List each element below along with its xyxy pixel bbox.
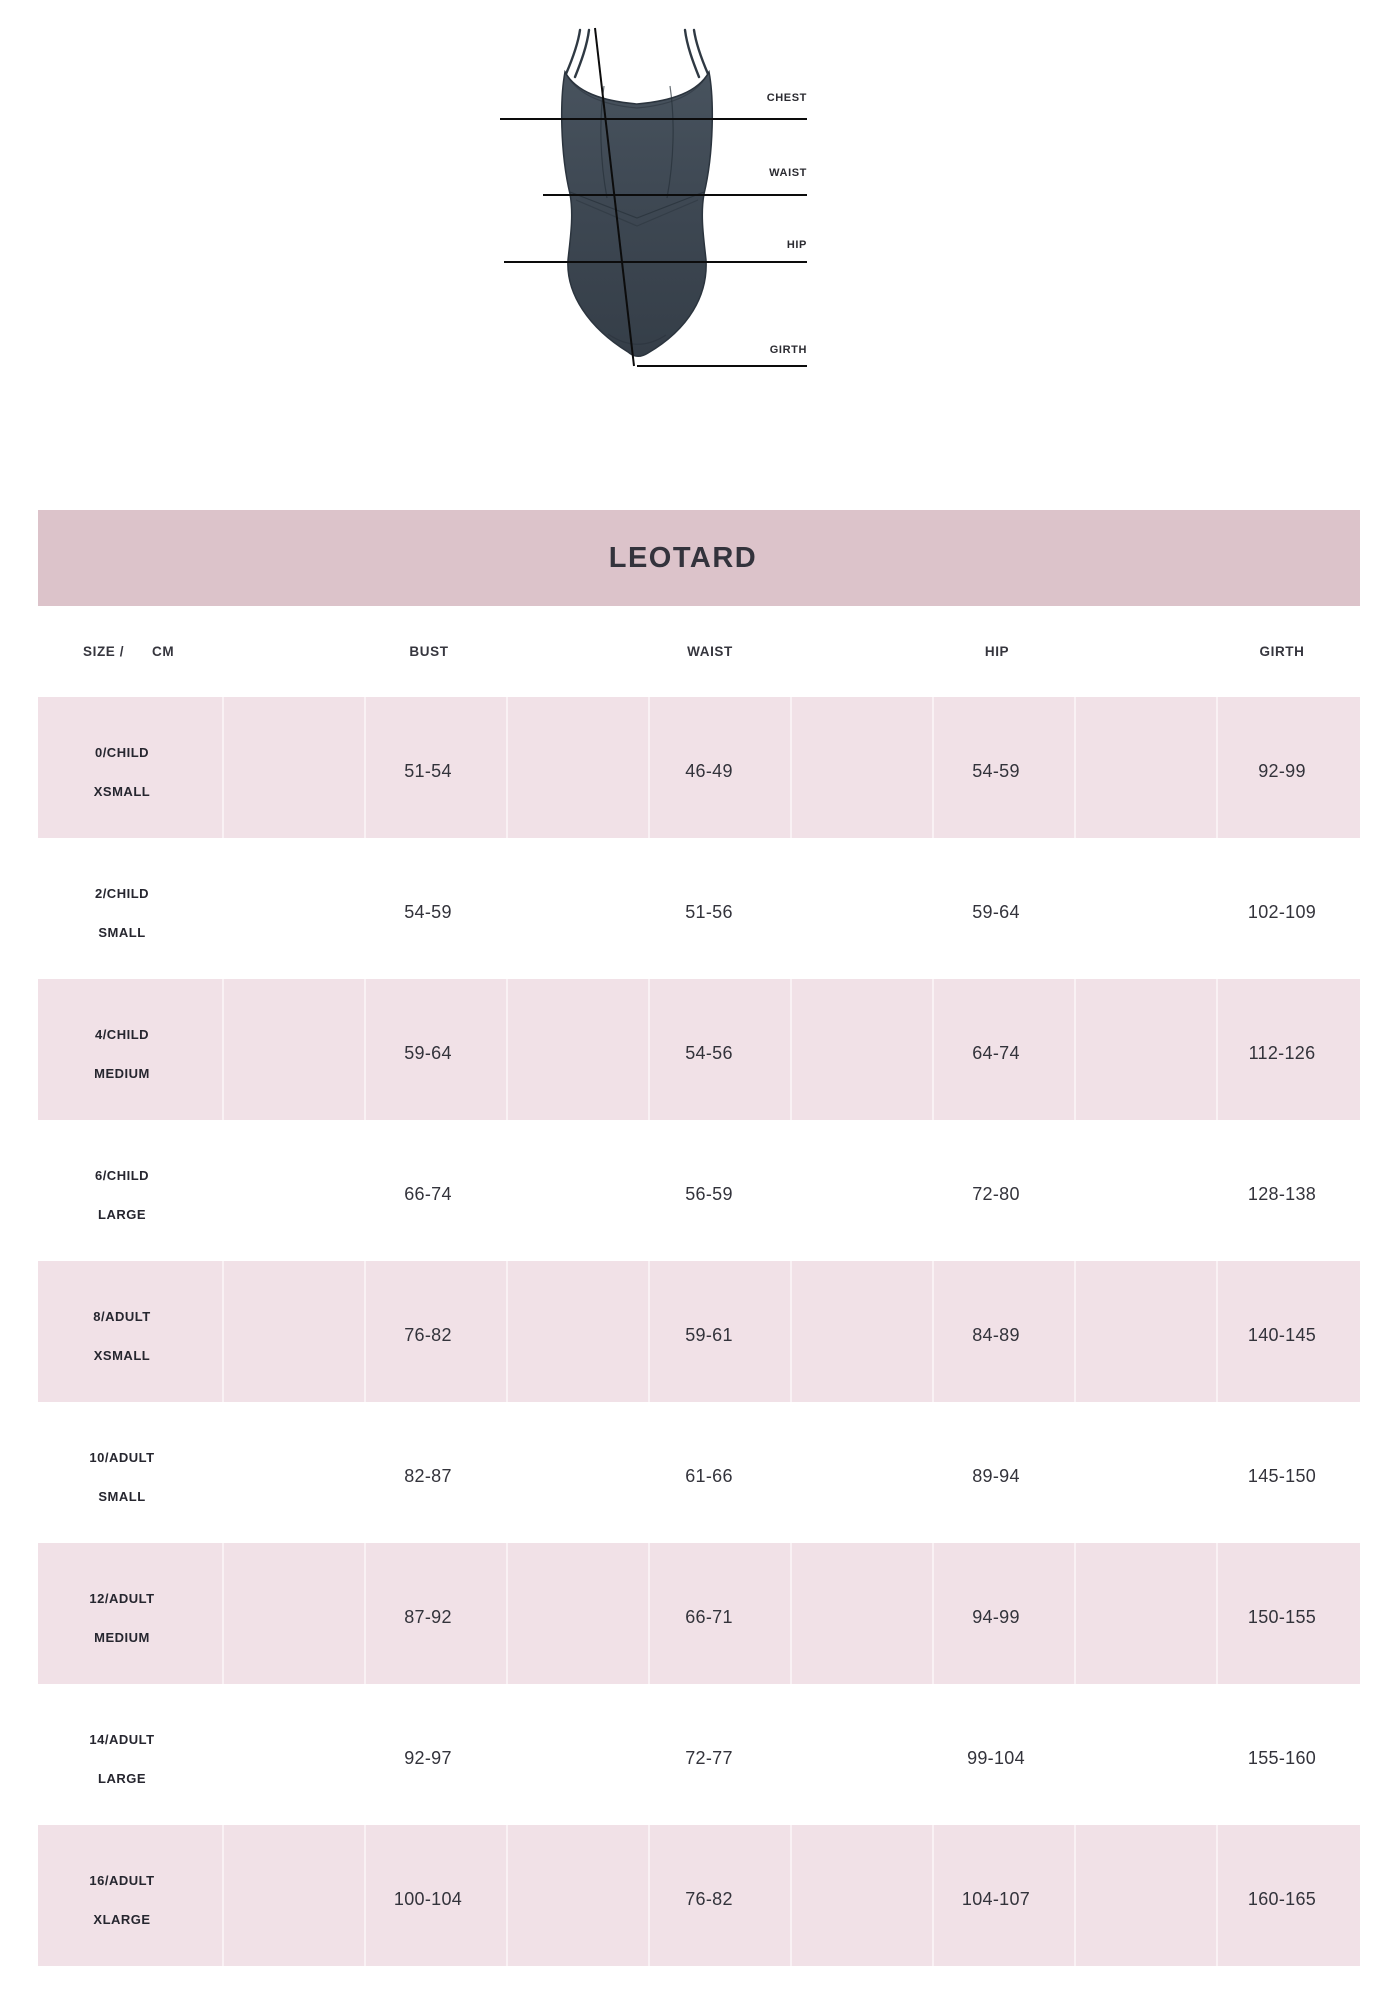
column-divider [222,697,224,838]
waist-cell: 76-82 [685,1888,733,1909]
table-row [38,1120,1360,1261]
hip-cell: 59-64 [972,901,1020,922]
size-cell-line2: MEDIUM [94,1629,150,1645]
waist-cell: 59-61 [685,1324,733,1345]
column-divider [790,697,792,838]
size-cell-line1: 6/CHILD [94,1167,150,1183]
size-cell-line2: XSMALL [93,783,151,799]
waist-cell: 46-49 [685,760,733,781]
table-row [38,1684,1360,1825]
size-cell-line1: 14/ADULT [89,1731,155,1747]
size-cell-line2: LARGE [98,1770,146,1786]
size-cell [52,979,192,1120]
bust-cell: 66-74 [404,1183,452,1204]
size-table-body [38,697,1360,1966]
girth-cell: 112-126 [1248,1042,1316,1063]
size-header-label: SIZE / [83,644,125,659]
table-row [38,1825,1360,1966]
table-row [38,1261,1360,1402]
size-cell-line1: 12/ADULT [89,1590,155,1606]
size-cell [52,1684,192,1825]
size-cell-line2: SMALL [98,1488,146,1504]
bust-cell: 59-64 [404,1042,452,1063]
waist-cell: 66-71 [685,1606,733,1627]
hip-cell: 72-80 [972,1183,1020,1204]
waist-cell: 72-77 [685,1747,733,1768]
hip-cell: 94-99 [972,1606,1020,1627]
category-banner [38,510,1360,606]
girth-cell: 128-138 [1247,1183,1317,1204]
size-cell [52,1402,192,1543]
girth-cell: 150-155 [1247,1606,1317,1627]
size-cell-line1: 16/ADULT [89,1872,155,1888]
girth-label: GIRTH [769,344,807,356]
size-cell-line1: 4/CHILD [94,1026,150,1042]
size-cell-line1: 8/ADULT [93,1308,151,1324]
waist-cell: 54-56 [685,1042,733,1063]
size-cell-line1: 2/CHILD [94,885,150,901]
size-cell [52,838,192,979]
bust-cell: 92-97 [404,1747,452,1768]
column-divider [222,979,224,1120]
column-divider [790,1261,792,1402]
column-divider [222,1825,224,1966]
size-cell-line1: 0/CHILD [94,744,150,760]
leotard-measurement-diagram [0,0,1400,420]
column-header-hip: HIP [984,644,1010,659]
size-cell-line2: XLARGE [93,1911,151,1927]
waist-cell: 61-66 [685,1465,733,1486]
girth-cell: 160-165 [1247,1888,1317,1909]
column-header-bust: BUST [409,644,449,659]
page-title: LEOTARD [608,541,758,574]
waist-cell: 56-59 [685,1183,733,1204]
hip-cell: 89-94 [972,1465,1020,1486]
waist-label: WAIST [769,167,807,179]
column-header-girth: GIRTH [1259,644,1305,659]
bust-cell: 82-87 [404,1465,452,1486]
size-cell-line1: 10/ADULT [89,1449,155,1465]
hip-cell: 54-59 [972,760,1020,781]
column-header-waist: WAIST [687,644,733,659]
size-table [38,606,1360,1966]
bust-cell: 87-92 [404,1606,452,1627]
size-cell-line2: XSMALL [93,1347,151,1363]
waist-cell: 51-56 [685,901,733,922]
bust-cell: 76-82 [404,1324,452,1345]
table-row [38,697,1360,838]
size-cell [52,1543,192,1684]
hip-cell: 104-107 [961,1888,1031,1909]
girth-cell: 102-109 [1247,901,1317,922]
column-divider [790,979,792,1120]
bust-cell: 51-54 [404,760,452,781]
girth-cell: 155-160 [1247,1747,1317,1768]
column-divider [790,1825,792,1966]
leotard-illustration [470,8,820,380]
table-row [38,1543,1360,1684]
hip-cell: 64-74 [972,1042,1020,1063]
size-table-header [38,606,1360,697]
table-row [38,838,1360,979]
size-cell [52,1825,192,1966]
girth-cell: 92-99 [1258,760,1306,781]
size-cell-line2: MEDIUM [94,1065,150,1081]
hip-cell: 84-89 [972,1324,1020,1345]
column-divider [790,1543,792,1684]
bust-cell: 54-59 [404,901,452,922]
column-divider [222,1261,224,1402]
size-cell [52,1261,192,1402]
column-divider [222,1543,224,1684]
chest-label: CHEST [766,92,807,104]
size-cell-line2: SMALL [98,924,146,940]
hip-label: HIP [786,239,807,251]
leotard-straps [566,30,708,77]
table-row [38,979,1360,1120]
bust-cell: 100-104 [393,1888,463,1909]
leotard-body [562,72,713,356]
unit-label: CM [152,644,175,659]
size-cell [52,697,192,838]
table-row [38,1402,1360,1543]
girth-cell: 145-150 [1247,1465,1317,1486]
hip-cell: 99-104 [967,1747,1025,1768]
size-cell-line2: LARGE [98,1206,146,1222]
size-cell [52,1120,192,1261]
girth-cell: 140-145 [1247,1324,1317,1345]
